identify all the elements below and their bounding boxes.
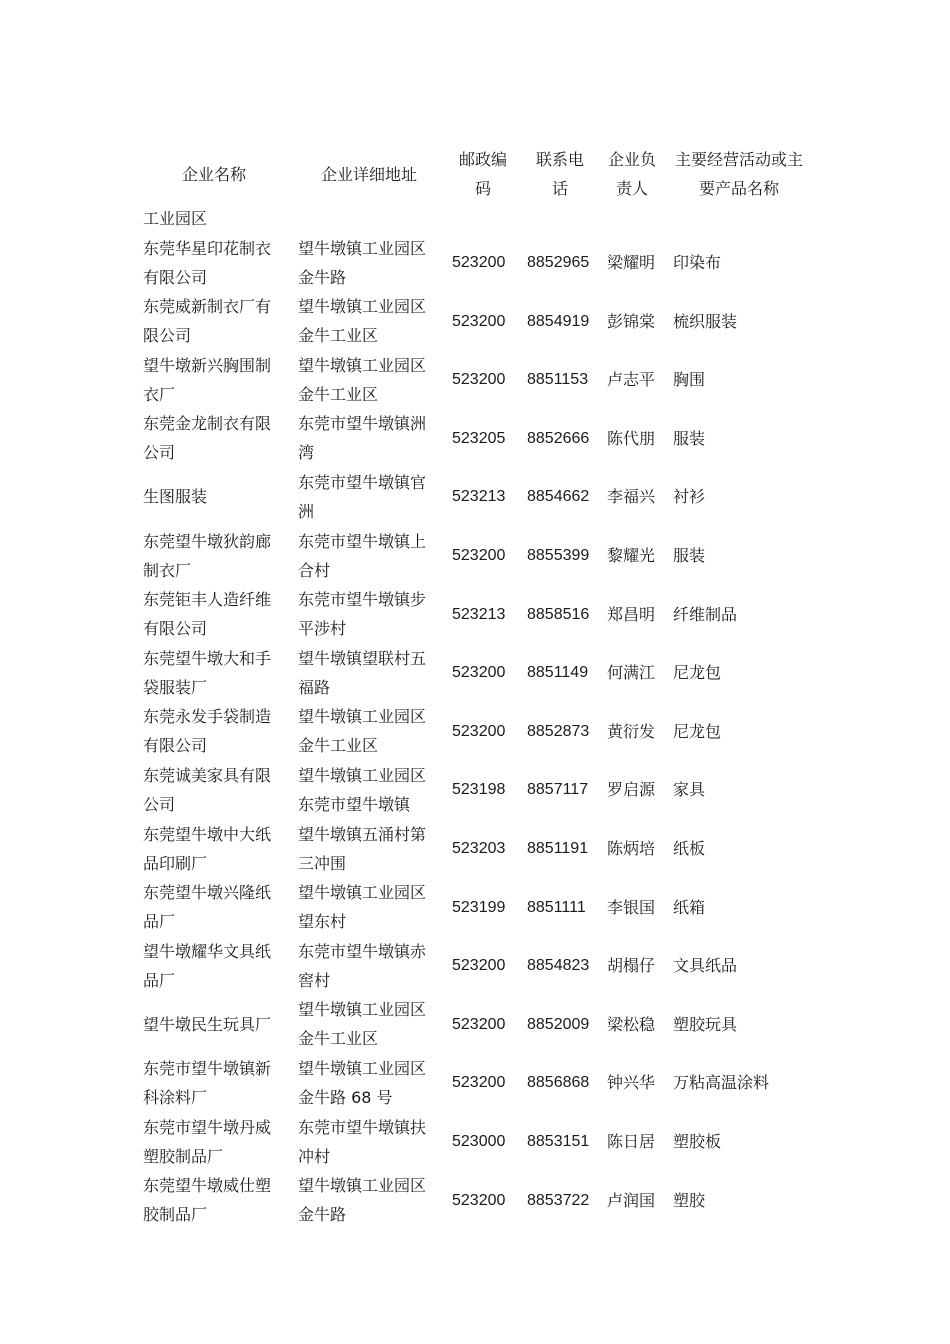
company-name: 东莞市望牛墩丹威 塑胶制品厂: [143, 1117, 272, 1166]
postal-code: 523198: [452, 781, 506, 799]
main-product: 尼龙包: [673, 663, 722, 683]
postal-code: 523200: [452, 547, 506, 564]
main-product: 纸板: [673, 839, 706, 858]
company-address: 望牛墩镇工业园区 金牛路: [298, 238, 427, 287]
main-product: 塑胶玩具: [673, 1014, 738, 1034]
main-product: 文具纸品: [673, 956, 738, 976]
responsible-person: 黄衍发: [607, 721, 656, 741]
company-address: 东莞市望牛墩镇洲 湾: [298, 414, 427, 463]
header-company-name: 企业名称: [181, 165, 246, 184]
responsible-person: 梁耀明: [607, 253, 656, 272]
phone-number: 8851153: [527, 371, 589, 389]
phone-number: 8857117: [527, 781, 589, 799]
company-name: 东莞望牛墩狄韵廊 制衣厂: [143, 531, 272, 580]
company-address: 望牛墩镇工业园区 金牛工业区: [298, 707, 427, 756]
main-product: 纸箱: [673, 897, 706, 917]
company-name: 东莞永发手袋制造 有限公司: [143, 707, 272, 756]
phone-number: 8854823: [527, 957, 590, 975]
company-address: 东莞市望牛墩镇扶 冲村: [298, 1117, 427, 1166]
postal-code: 523213: [452, 605, 506, 623]
phone-number: 8856868: [527, 1074, 590, 1092]
company-name: 望牛墩民生玩具厂: [143, 1014, 272, 1034]
postal-code: 523200: [452, 722, 506, 740]
main-product: 服装: [673, 428, 706, 448]
postal-code: 523203: [452, 840, 506, 857]
postal-code: 523200: [452, 664, 506, 682]
responsible-person: 李福兴: [607, 487, 656, 507]
company-address: 东莞市望牛墩镇上 合村: [298, 531, 427, 580]
phone-number: 8852873: [527, 722, 590, 740]
company-address: 望牛墩镇工业园区 东莞市望牛墩镇: [298, 765, 427, 814]
company-name: 东莞诚美家具有限 公司: [143, 765, 272, 814]
company-name: 东莞市望牛墩镇新 科涂料厂: [143, 1058, 272, 1107]
main-product: 塑胶板: [673, 1132, 722, 1151]
company-name: 东莞望牛墩兴隆纸 品厂: [143, 883, 272, 932]
responsible-person: 梁松稳: [607, 1014, 656, 1034]
postal-code: 523200: [452, 1074, 506, 1092]
main-product: 塑胶: [673, 1190, 706, 1210]
company-name: 生图服装: [143, 487, 208, 507]
main-product: 衬衫: [673, 487, 706, 507]
phone-number: 8851111: [527, 898, 586, 916]
company-address: 望牛墩镇工业园区 金牛路 68 号: [298, 1058, 427, 1107]
phone-number: 8855399: [527, 547, 590, 564]
company-name: 望牛墩耀华文具纸 品厂: [143, 941, 272, 990]
postal-code: 523213: [452, 488, 506, 506]
main-product: 印染布: [673, 253, 722, 272]
responsible-person: 卢志平: [607, 370, 656, 390]
phone-number: 8853722: [527, 1191, 590, 1209]
phone-number: 8854662: [527, 488, 590, 506]
company-name: 东莞金龙制衣有限 公司: [143, 414, 272, 463]
responsible-person: 卢润国: [607, 1190, 656, 1210]
header-phone: 联系电 话: [535, 150, 584, 198]
company-name: 东莞威新制衣厂有 限公司: [143, 297, 272, 346]
responsible-person: 陈代朋: [607, 428, 656, 448]
company-address: 东莞市望牛墩镇赤 窖村: [298, 941, 427, 990]
company-name: 东莞华星印花制衣 有限公司: [143, 238, 272, 287]
company-address: 望牛墩镇工业园区 金牛路: [298, 1176, 427, 1225]
header-main-products: 主要经营活动或主 要产品名称: [674, 150, 803, 198]
phone-number: 8852666: [527, 429, 590, 447]
phone-number: 8852009: [527, 1015, 590, 1033]
main-product: 尼龙包: [673, 721, 722, 741]
responsible-person: 陈日居: [607, 1132, 656, 1151]
responsible-person: 罗启源: [607, 780, 656, 800]
main-product: 万粘高温涂料: [673, 1073, 770, 1093]
main-product: 胸围: [673, 370, 706, 390]
postal-code: 523199: [452, 898, 506, 916]
postal-code: 523000: [452, 1133, 506, 1150]
postal-code: 523205: [452, 429, 506, 447]
phone-number: 8854919: [527, 312, 590, 330]
responsible-person: 胡榻仔: [607, 956, 656, 976]
phone-number: 8851191: [527, 840, 589, 857]
company-address: 东莞市望牛墩镇官 洲: [298, 472, 427, 521]
main-product: 纤维制品: [673, 604, 738, 624]
company-address: 东莞市望牛墩镇步 平涉村: [298, 590, 427, 639]
company-address: 望牛墩镇望联村五 福路: [298, 648, 427, 697]
continuation-text: 工业园区: [143, 209, 208, 228]
responsible-person: 黎耀光: [607, 546, 656, 565]
responsible-person: 钟兴华: [607, 1073, 656, 1093]
responsible-person: 何满江: [607, 663, 656, 683]
main-product: 家具: [673, 780, 706, 800]
postal-code: 523200: [452, 312, 506, 330]
postal-code: 523200: [452, 957, 506, 975]
phone-number: 8852965: [527, 254, 590, 271]
company-address: 望牛墩镇工业园区 金牛工业区: [298, 355, 427, 404]
header-address: 企业详细地址: [320, 165, 417, 184]
postal-code: 523200: [452, 1191, 506, 1209]
phone-number: 8858516: [527, 605, 590, 623]
company-address: 望牛墩镇工业园区 金牛工业区: [298, 1000, 427, 1049]
company-address: 望牛墩镇工业园区 望东村: [298, 883, 427, 932]
postal-code: 523200: [452, 371, 506, 389]
responsible-person: 李银国: [607, 897, 656, 917]
responsible-person: 彭锦棠: [607, 311, 656, 331]
company-name: 东莞望牛墩大和手 袋服装厂: [143, 648, 272, 697]
responsible-person: 郑昌明: [607, 604, 656, 624]
main-product: 梳织服装: [673, 311, 738, 331]
company-address: 望牛墩镇工业园区 金牛工业区: [298, 297, 427, 346]
company-name: 东莞钜丰人造纤维 有限公司: [143, 590, 272, 639]
phone-number: 8853151: [527, 1133, 590, 1150]
company-name: 东莞望牛墩威仕塑 胶制品厂: [143, 1176, 272, 1225]
postal-code: 523200: [452, 254, 506, 271]
phone-number: 8851149: [527, 664, 589, 682]
postal-code: 523200: [452, 1015, 506, 1033]
header-postal-code: 邮政编 码: [458, 150, 507, 198]
company-name: 东莞望牛墩中大纸 品印刷厂: [143, 824, 272, 873]
company-name: 望牛墩新兴胸围制 衣厂: [143, 355, 272, 404]
responsible-person: 陈炳培: [607, 839, 656, 858]
company-address: 望牛墩镇五涌村第 三冲围: [298, 824, 427, 873]
header-responsible-person: 企业负 责人: [607, 150, 656, 198]
main-product: 服装: [673, 546, 706, 565]
